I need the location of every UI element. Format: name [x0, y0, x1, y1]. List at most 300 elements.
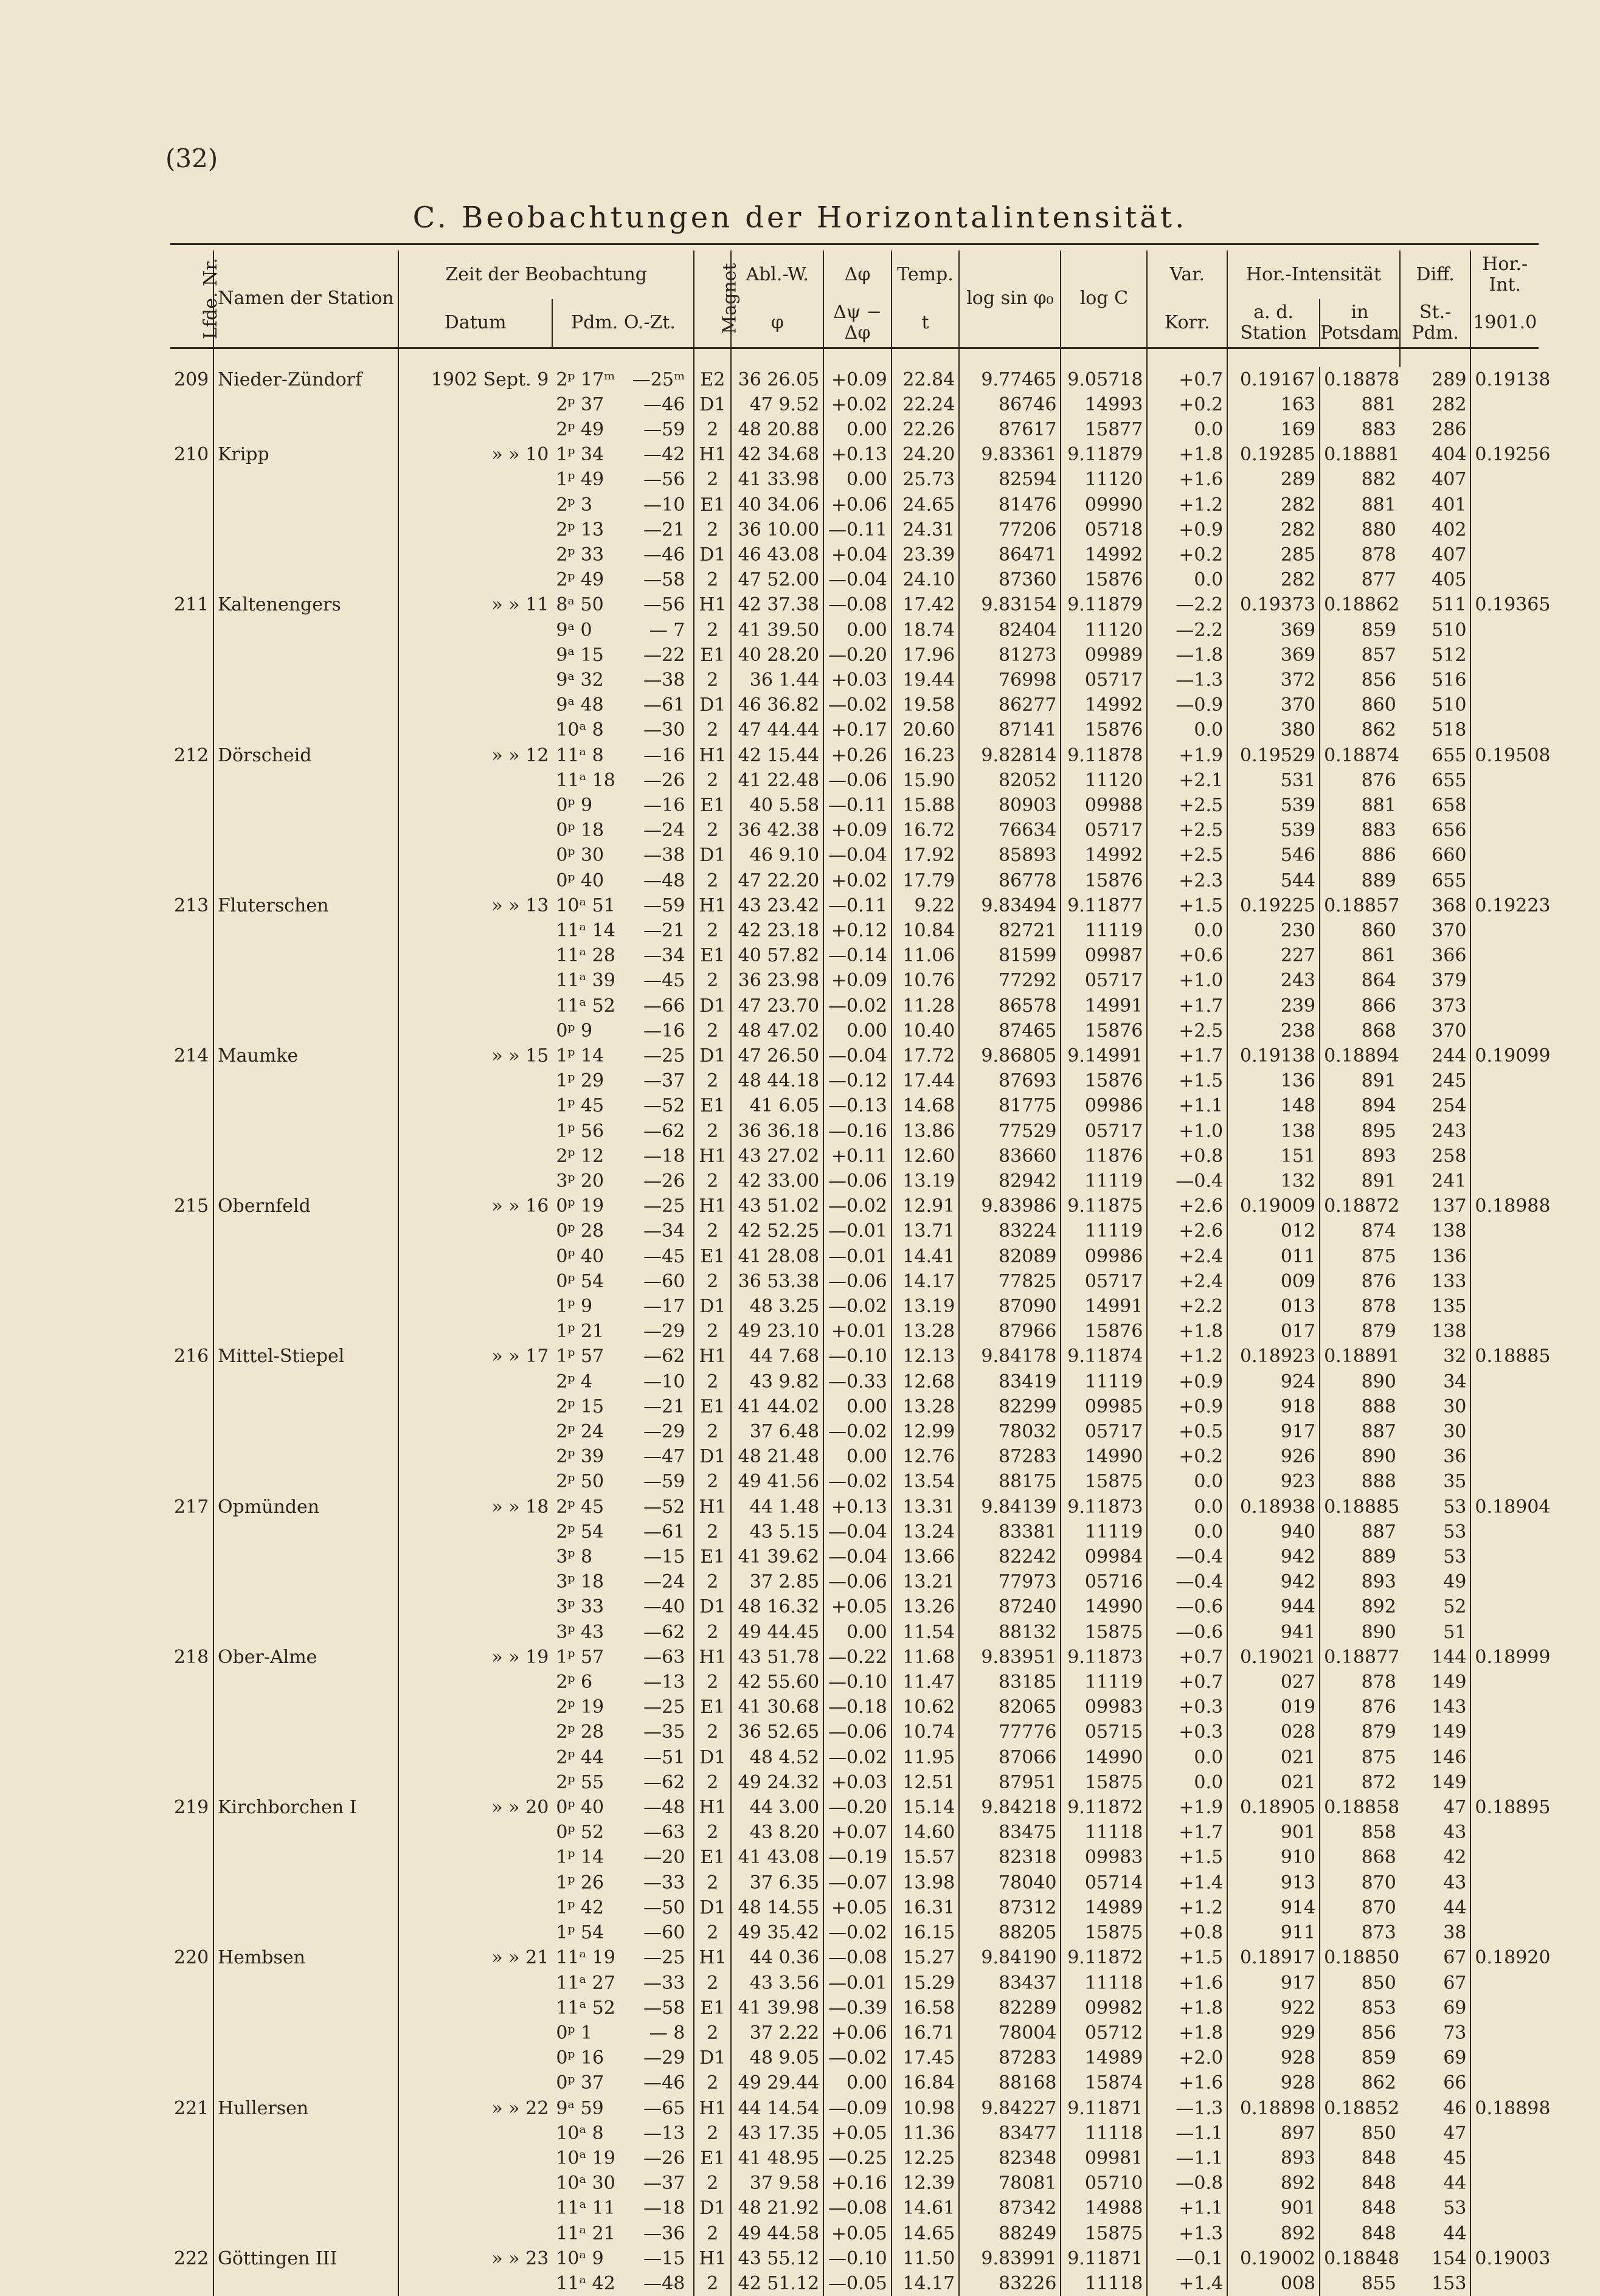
- pdm-time: [552, 2146, 694, 2171]
- pdm-end: —46: [643, 2072, 685, 2094]
- empty-cell: [170, 1319, 213, 1344]
- pdm-start: 11ᵃ 14: [556, 919, 615, 941]
- logsin-cell: 81775: [959, 1093, 1061, 1118]
- corr-cell: —0.02: [823, 1294, 891, 1319]
- pdm-start: 0ᵖ 40: [556, 870, 604, 891]
- empty-cell: [213, 1419, 398, 1444]
- empty-cell: [213, 918, 398, 943]
- ablw-cell: 42 23.18: [731, 918, 823, 943]
- empty-cell: [213, 2121, 398, 2146]
- logsin-cell: 77292: [959, 968, 1061, 993]
- logsin-cell: 9.83494: [959, 893, 1061, 918]
- empty-cell: [1470, 1695, 1539, 1720]
- obs-date: » » 20: [491, 1797, 549, 1819]
- pdm-end: —18: [643, 1145, 685, 1167]
- pdm-start: 1ᵖ 14: [556, 1045, 604, 1067]
- corr-cell: —0.01: [823, 1219, 891, 1243]
- logsin-cell: 82594: [959, 467, 1061, 492]
- pdm-start: 2ᵖ 33: [556, 544, 604, 565]
- pdm-start: 0ᵖ 9: [556, 794, 593, 816]
- magnet-cell: H1: [694, 1495, 731, 1520]
- logsin-cell: 9.83154: [959, 592, 1061, 617]
- ablw-cell: 48 9.05: [731, 2045, 823, 2070]
- horint-station-cell: 926: [1227, 1444, 1320, 1469]
- logsin-cell: 87066: [959, 1745, 1061, 1770]
- pdm-time: [552, 1244, 694, 1269]
- table-row: [170, 1319, 1539, 1344]
- horint-station-cell: 021: [1227, 1770, 1320, 1795]
- logsin-cell: 87283: [959, 2045, 1061, 2070]
- empty-cell: [213, 1770, 398, 1795]
- var-cell: 0.0: [1147, 1469, 1227, 1494]
- empty-cell: [1470, 1294, 1539, 1319]
- pdm-time: [552, 968, 694, 993]
- logsin-cell: 82089: [959, 1244, 1061, 1269]
- logsin-cell: 82289: [959, 1996, 1061, 2021]
- empty-cell: [398, 1895, 552, 1920]
- empty-cell: [170, 392, 213, 417]
- horint-station-cell: 027: [1227, 1670, 1320, 1695]
- magnet-cell: H1: [694, 1144, 731, 1169]
- pdm-start: 2ᵖ 39: [556, 1446, 604, 1468]
- empty-cell: [398, 968, 552, 993]
- pdm-time: [552, 1369, 694, 1394]
- pdm-time: [552, 793, 694, 818]
- corr-cell: —0.06: [823, 768, 891, 793]
- pdm-start: 1ᵖ 14: [556, 1847, 604, 1869]
- temp-cell: 25.73: [892, 467, 959, 492]
- temp-cell: 14.60: [892, 1820, 959, 1845]
- table-row: [170, 968, 1539, 993]
- logsin-cell: 88168: [959, 2070, 1061, 2095]
- logc-cell: 09987: [1061, 943, 1147, 968]
- pdm-start: 11ᵃ 42: [556, 2272, 615, 2294]
- pdm-end: —13: [643, 1672, 685, 1693]
- empty-cell: [1470, 2171, 1539, 2196]
- magnet-cell: D1: [694, 994, 731, 1018]
- horint-station-cell: 918: [1227, 1394, 1320, 1419]
- empty-cell: [398, 1544, 552, 1569]
- logsin-cell: 77776: [959, 1720, 1061, 1744]
- obs-date: » » 23: [491, 2247, 549, 2269]
- logc-cell: 11876: [1061, 1144, 1147, 1169]
- empty-cell: [1470, 1244, 1539, 1269]
- pdm-time: [552, 417, 694, 442]
- table-row: [170, 818, 1539, 843]
- empty-cell: [170, 1369, 213, 1394]
- diff-cell: 286: [1400, 417, 1471, 442]
- logsin-cell: 87342: [959, 2196, 1061, 2221]
- obs-date: » » 12: [491, 744, 549, 766]
- empty-cell: [1470, 1319, 1539, 1344]
- horint-station-cell: 0.19167: [1227, 367, 1320, 392]
- horint-station-cell: 163: [1227, 392, 1320, 417]
- magnet-cell: D1: [694, 1294, 731, 1319]
- pdm-start: 0ᵖ 37: [556, 2072, 604, 2094]
- horint-potsdam-cell: 848: [1361, 2173, 1396, 2194]
- pdm-start: 11ᵃ 52: [556, 995, 615, 1017]
- empty-cell: [213, 467, 398, 492]
- empty-cell: [170, 1620, 213, 1645]
- pdm-end: —16: [643, 794, 685, 816]
- pdm-end: —10: [643, 494, 685, 516]
- empty-cell: [398, 793, 552, 818]
- temp-cell: 14.41: [892, 1244, 959, 1269]
- table-row: [170, 718, 1539, 742]
- corr-cell: —0.04: [823, 1043, 891, 1068]
- table-row: [170, 1745, 1539, 1770]
- ablw-cell: 37 9.58: [731, 2171, 823, 2196]
- page-title: C. Beobachtungen der Horizontalintensität.: [412, 201, 1188, 235]
- horint-potsdam-cell: 874: [1361, 1220, 1396, 1242]
- var-cell: +1.8: [1147, 2021, 1227, 2045]
- temp-cell: 22.26: [892, 417, 959, 442]
- temp-cell: 24.65: [892, 493, 959, 517]
- temp-cell: 13.71: [892, 1219, 959, 1243]
- logc-cell: 11118: [1061, 1820, 1147, 1845]
- logsin-cell: 86277: [959, 693, 1061, 718]
- empty-cell: [170, 2070, 213, 2095]
- empty-cell: [170, 2146, 213, 2171]
- pdm-end: —25: [643, 1696, 685, 1718]
- magnet-cell: 2: [694, 1018, 731, 1043]
- col-in-potsdam: in Potsdam: [1320, 299, 1400, 348]
- corr-cell: +0.09: [823, 367, 891, 392]
- ablw-cell: 40 5.58: [731, 793, 823, 818]
- empty-cell: [398, 1745, 552, 1770]
- logc-cell: 14992: [1061, 843, 1147, 868]
- empty-cell: [170, 918, 213, 943]
- corr-cell: —0.07: [823, 1870, 891, 1895]
- diff-cell: 53: [1400, 1495, 1471, 1520]
- corr-cell: —0.25: [823, 2146, 891, 2171]
- horint-station-cell: 239: [1227, 994, 1320, 1018]
- pdm-start: 11ᵃ 18: [556, 769, 615, 791]
- empty-cell: [213, 1244, 398, 1269]
- empty-cell: [170, 1394, 213, 1419]
- pdm-end: —22: [643, 644, 685, 666]
- var-cell: +0.7: [1147, 1645, 1227, 1670]
- temp-cell: 13.66: [892, 1544, 959, 1569]
- logc-cell: 14991: [1061, 994, 1147, 1018]
- logc-cell: 9.11872: [1061, 1945, 1147, 1970]
- table-row: [170, 994, 1539, 1018]
- magnet-cell: E2: [694, 367, 731, 392]
- station-name: Kripp: [213, 442, 398, 467]
- station-number: 221: [170, 2096, 213, 2121]
- logc-cell: 11120: [1061, 467, 1147, 492]
- temp-cell: 14.61: [892, 2196, 959, 2221]
- horint-potsdam-cell: 881: [1361, 494, 1396, 516]
- corr-cell: —0.14: [823, 943, 891, 968]
- logc-cell: 05717: [1061, 968, 1147, 993]
- table-row: [170, 2171, 1539, 2196]
- empty-cell: [213, 1068, 398, 1093]
- temp-cell: 12.76: [892, 1444, 959, 1469]
- magnet-cell: 2: [694, 768, 731, 793]
- logsin-cell: 9.84139: [959, 1495, 1061, 1520]
- diff-cell: 245: [1400, 1068, 1471, 1093]
- var-cell: —0.4: [1147, 1169, 1227, 1194]
- empty-cell: [170, 793, 213, 818]
- table-row: [170, 1569, 1539, 1594]
- magnet-cell: E1: [694, 1394, 731, 1419]
- table-row: [170, 1670, 1539, 1695]
- horint-station-cell: 0.19373: [1227, 592, 1320, 617]
- temp-cell: 17.45: [892, 2045, 959, 2070]
- empty-cell: [1470, 868, 1539, 893]
- ablw-cell: 37 6.35: [731, 1870, 823, 1895]
- horint-station-cell: 539: [1227, 793, 1320, 818]
- logsin-cell: 83185: [959, 1670, 1061, 1695]
- pdm-time: [552, 2271, 694, 2296]
- logc-cell: 15874: [1061, 2070, 1147, 2095]
- temp-cell: 15.14: [892, 1795, 959, 1820]
- horint-potsdam-cell: 862: [1361, 719, 1396, 741]
- empty-cell: [213, 1895, 398, 1920]
- pdm-start: 2ᵖ 24: [556, 1421, 604, 1443]
- corr-cell: 0.00: [823, 1018, 891, 1043]
- diff-cell: 405: [1400, 567, 1471, 592]
- pdm-start: 1ᵖ 57: [556, 1646, 604, 1668]
- pdm-time: [552, 1820, 694, 1845]
- station-number: 217: [170, 1495, 213, 1520]
- pdm-time: [552, 1119, 694, 1144]
- station-number: 212: [170, 743, 213, 768]
- ablw-cell: 37 2.85: [731, 1569, 823, 1594]
- table-row: [170, 367, 1539, 392]
- logc-cell: 05716: [1061, 1569, 1147, 1594]
- horint-potsdam-cell: 0.18877: [1324, 1646, 1400, 1668]
- corr-cell: +0.05: [823, 2221, 891, 2246]
- corr-cell: —0.02: [823, 693, 891, 718]
- var-cell: —0.8: [1147, 2171, 1227, 2196]
- ablw-cell: 48 47.02: [731, 1018, 823, 1043]
- horint-potsdam-cell: 876: [1361, 1696, 1396, 1718]
- diff-cell: 32: [1400, 1344, 1471, 1369]
- corr-cell: —0.11: [823, 517, 891, 542]
- empty-cell: [398, 1920, 552, 1945]
- horint-station-cell: 544: [1227, 868, 1320, 893]
- horint-station-cell: 238: [1227, 1018, 1320, 1043]
- obs-date: » » 16: [491, 1195, 549, 1217]
- station-name: Nieder-Zündorf: [213, 367, 398, 392]
- logsin-cell: 88205: [959, 1920, 1061, 1945]
- corr-cell: —0.02: [823, 1194, 891, 1219]
- horint-potsdam-cell: 859: [1361, 619, 1396, 641]
- empty-cell: [1470, 618, 1539, 643]
- ablw-cell: 41 33.98: [731, 467, 823, 492]
- empty-cell: [170, 1920, 213, 1945]
- pdm-end: —18: [643, 2197, 685, 2219]
- temp-cell: 12.60: [892, 1144, 959, 1169]
- table-row: [170, 2221, 1539, 2246]
- horint-station-cell: 893: [1227, 2146, 1320, 2171]
- var-cell: 0.0: [1147, 1520, 1227, 1544]
- horint-potsdam-cell: 848: [1361, 2222, 1396, 2244]
- pdm-start: 2ᵖ 3: [556, 494, 593, 516]
- logc-cell: 05712: [1061, 2021, 1147, 2045]
- horint-potsdam-cell: 856: [1361, 669, 1396, 691]
- table-row: [170, 1219, 1539, 1243]
- logsin-cell: 77825: [959, 1269, 1061, 1294]
- table-row: [170, 1895, 1539, 1920]
- table-row: [170, 517, 1539, 542]
- horint-potsdam-cell: 0.18850: [1324, 1947, 1400, 1969]
- corr-cell: —0.06: [823, 1269, 891, 1294]
- result-horint: 0.18920: [1475, 1947, 1551, 1969]
- magnet-cell: 2: [694, 567, 731, 592]
- empty-cell: [213, 1394, 398, 1419]
- ablw-cell: 42 15.44: [731, 743, 823, 768]
- ablw-cell: 43 17.35: [731, 2121, 823, 2146]
- empty-cell: [213, 793, 398, 818]
- ablw-cell: 40 34.06: [731, 493, 823, 517]
- col-korr: Korr.: [1147, 299, 1227, 348]
- ablw-cell: 48 14.55: [731, 1895, 823, 1920]
- pdm-end: —45: [643, 1245, 685, 1267]
- pdm-end: —65: [643, 2097, 685, 2119]
- ablw-cell: 43 8.20: [731, 1820, 823, 1845]
- logc-cell: 14990: [1061, 1444, 1147, 1469]
- logc-cell: 09981: [1061, 2146, 1147, 2171]
- horint-potsdam-cell: 887: [1361, 1421, 1396, 1443]
- var-cell: +2.1: [1147, 768, 1227, 793]
- empty-cell: [213, 417, 398, 442]
- station-number: 210: [170, 442, 213, 467]
- temp-cell: 15.29: [892, 1971, 959, 1996]
- logsin-cell: 87951: [959, 1770, 1061, 1795]
- horint-station-cell: 941: [1227, 1620, 1320, 1645]
- empty-cell: [398, 2021, 552, 2045]
- diff-cell: 47: [1400, 1795, 1471, 1820]
- diff-cell: 258: [1400, 1144, 1471, 1169]
- logsin-cell: 9.84227: [959, 2096, 1061, 2121]
- diff-cell: 146: [1400, 1745, 1471, 1770]
- empty-cell: [1470, 968, 1539, 993]
- pdm-start: 2ᵖ 28: [556, 1721, 604, 1743]
- horint-potsdam-cell: 881: [1361, 393, 1396, 415]
- obs-date: » » 21: [491, 1947, 549, 1969]
- var-cell: +1.8: [1147, 1319, 1227, 1344]
- temp-cell: 23.39: [892, 542, 959, 567]
- empty-cell: [398, 1269, 552, 1294]
- horint-station-cell: 917: [1227, 1971, 1320, 1996]
- empty-cell: [1470, 1670, 1539, 1695]
- table-row: [170, 1920, 1539, 1945]
- empty-cell: [213, 2171, 398, 2196]
- empty-cell: [1470, 2271, 1539, 2296]
- horint-potsdam-cell: 894: [1361, 1095, 1396, 1117]
- empty-cell: [170, 1244, 213, 1269]
- pdm-time: [552, 1971, 694, 1996]
- logc-cell: 09988: [1061, 793, 1147, 818]
- ablw-cell: 48 3.25: [731, 1294, 823, 1319]
- corr-cell: —0.02: [823, 1920, 891, 1945]
- logc-cell: 05714: [1061, 1870, 1147, 1895]
- temp-cell: 11.28: [892, 994, 959, 1018]
- pdm-start: 9ᵃ 59: [556, 2097, 604, 2119]
- diff-cell: 366: [1400, 943, 1471, 968]
- pdm-start: 2ᵖ 13: [556, 519, 604, 541]
- horint-potsdam-cell: 870: [1361, 1897, 1396, 1918]
- pdm-time: [552, 517, 694, 542]
- empty-cell: [213, 2196, 398, 2221]
- station-name: Göttingen III: [213, 2246, 398, 2271]
- magnet-cell: 2: [694, 2271, 731, 2296]
- page-number: (32): [165, 144, 218, 173]
- pdm-end: —59: [643, 418, 685, 440]
- temp-cell: 15.57: [892, 1845, 959, 1870]
- logc-cell: 09986: [1061, 1093, 1147, 1118]
- col-corr-bot: Δψ − Δφ: [823, 299, 891, 348]
- horint-station-cell: 380: [1227, 718, 1320, 742]
- logsin-cell: 82404: [959, 618, 1061, 643]
- horint-station-cell: 0.19138: [1227, 1043, 1320, 1068]
- logc-cell: 05710: [1061, 2171, 1147, 2196]
- horint-potsdam-cell: 868: [1361, 1847, 1396, 1869]
- corr-cell: —0.04: [823, 567, 891, 592]
- corr-cell: +0.06: [823, 493, 891, 517]
- col-temp: Temp.: [892, 251, 959, 299]
- diff-cell: 53: [1400, 1520, 1471, 1544]
- table-row: [170, 2271, 1539, 2296]
- horint-potsdam-cell: 882: [1361, 469, 1396, 491]
- empty-cell: [213, 1845, 398, 1870]
- horint-station-cell: 942: [1227, 1569, 1320, 1594]
- empty-cell: [170, 818, 213, 843]
- empty-cell: [1470, 1845, 1539, 1870]
- pdm-time: [552, 2121, 694, 2146]
- logsin-cell: 77973: [959, 1569, 1061, 1594]
- pdm-time: [552, 918, 694, 943]
- diff-cell: 133: [1400, 1269, 1471, 1294]
- temp-cell: 13.86: [892, 1119, 959, 1144]
- diff-cell: 655: [1400, 868, 1471, 893]
- empty-cell: [1470, 1996, 1539, 2021]
- magnet-cell: 2: [694, 968, 731, 993]
- ablw-cell: 48 16.32: [731, 1594, 823, 1619]
- pdm-end: —50: [643, 1897, 685, 1918]
- pdm-time: [552, 1043, 694, 1068]
- empty-cell: [398, 417, 552, 442]
- magnet-cell: D1: [694, 693, 731, 718]
- empty-cell: [398, 718, 552, 742]
- horint-potsdam-cell: 880: [1361, 519, 1396, 541]
- var-cell: 0.0: [1147, 567, 1227, 592]
- empty-cell: [1470, 918, 1539, 943]
- pdm-end: —35: [643, 1721, 685, 1743]
- pdm-time: [552, 1996, 694, 2021]
- empty-cell: [213, 1144, 398, 1169]
- horint-station-cell: 289: [1227, 467, 1320, 492]
- empty-cell: [170, 994, 213, 1018]
- empty-cell: [398, 1620, 552, 1645]
- diff-cell: 241: [1400, 1169, 1471, 1194]
- table-row: [170, 2121, 1539, 2146]
- empty-cell: [213, 1369, 398, 1394]
- horint-potsdam-cell: 862: [1361, 2072, 1396, 2094]
- logc-cell: 11119: [1061, 1369, 1147, 1394]
- empty-cell: [398, 1720, 552, 1744]
- empty-cell: [170, 1269, 213, 1294]
- empty-cell: [398, 1093, 552, 1118]
- logsin-cell: 77529: [959, 1119, 1061, 1144]
- pdm-end: —26: [643, 769, 685, 791]
- diff-cell: 67: [1400, 1971, 1471, 1996]
- ablw-cell: 48 20.88: [731, 417, 823, 442]
- empty-cell: [1470, 1971, 1539, 1996]
